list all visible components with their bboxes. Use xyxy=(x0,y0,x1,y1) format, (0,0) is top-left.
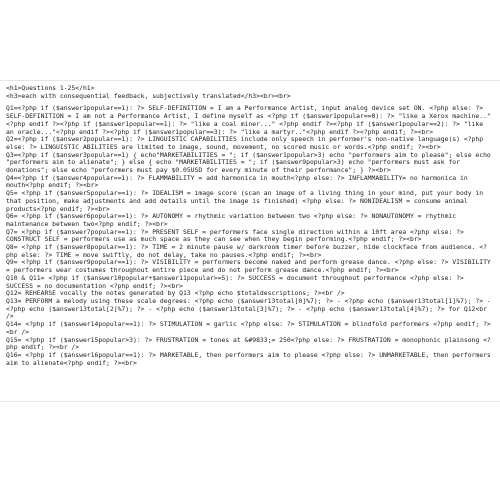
code-line-q6: Q6= <?php if ($answer6popular==1): ?> AUTONOMY = rhythmic variation between two <?php else: ?> NONAUTONOMY = rhythmic maintenance between two<?php endif; ?><br> xyxy=(6,212,461,228)
code-line-q13: Q13= PERFORM a melody using these scale degrees: <?php echo ($answer13total[0]%7); ?> - <?php echo ($answer13total[1]%7); ?> - <?php echo ($answer13total[2]%7); ?> - <?php echo ($answer13total[3]%7); ?> - <?php echo ($answer13total[4]%7); ?> for Q12<br /> xyxy=(6,296,495,321)
code-line-q15: Q15= <?php if ($answer15popular>3): ?> FRUSTRATION = tones at &#9833;= 250<?php else: ?> FRUSTRATION = monophonic plainsong <?php endif; ?><br /> xyxy=(6,335,491,352)
code-line-q8: Q8= <?php if ($answer8popular==1): ?> TIME = 2 minute pause w/ darkroom timer before buzzer, hide clockface from audience. <?php else: ?> TIME = move swiftly, do not delay, take no pauses.<?php endif; ?><br> xyxy=(6,243,487,259)
source-code-view xyxy=(0,80,500,402)
code-line-q12: Q12= REHEARSE vocally the notes generated by Q13 <?php echo $totaldescriptions; ?><br /> xyxy=(6,289,345,298)
code-line-q1: Q1=<?php if ($answer1popular==1): ?> SELF-DEFINITION = I am a Performance Artist, input analog device set ON. <?php else: ?> SELF-DEFINITION = I am not a Performance Artist, I define myself as <?php if ($answer1popular==0): ?> "like a Xerox machine.." <?php endif ?><?php if ($answer1popular==1): ?> "like a coal miner..." <?php endif ?><?php if ($answer1popular==2): ?> "like an oracle..."<?php endif ?><?php if ($answer1popular==3): ?> "like a martyr.."<?php endif ?><?php endif; ?><br> xyxy=(6,104,495,136)
code-line-q16: Q16= <?php if ($answer16popular==1): ?> MARKETABLE, then performers aim to please <?php else: ?> UNMARKETABLE, then performers aim to alienate<?php endif; ?><br> xyxy=(6,350,495,367)
code-line-q7: Q7= <?php if ($answer7popular==1): ?> PRESENT SELF = performers face single direction within a 10ft area <?php else: ?> CONSTRUCT SELF = performers use as much space as they can see when they begin performing.<?php endif; ?><br> xyxy=(6,227,468,244)
code-line-q3: Q3=<?php if ($answer3popular==1) { echo"MARKETABILITIES = "; if ($answer1popular>3) echo "performers aim to please"; else echo "performers aim to alienate"; } else { echo "MARKETABILITIES = "; if ($answer9popular>3) echo "performers must ask for donations"; else echo "performers must pay $0.05USD for every minute of their performance"; } ?><br> xyxy=(6,150,495,175)
code-line-q5: Q5= <?php if ($answer5popular==1): ?> IDEALISM = image score (scan an image of a living thing in your mind, put your body in that position, make adjustments and add details until the image is finished) <?php else: ?> NONIDEALISM = consume animal products<?php endif; ?><br> xyxy=(6,189,487,213)
code-line-q4: Q4=<?php if ($answer4popular==1): ?> FLAMMABILITY = add harmonica in mouth<?php else: ?> INFLAMMABILITY= no harmonica in mouth<?php endif; ?><br> xyxy=(6,173,472,190)
code-line-h1: <h1>Questions 1-25</h1> xyxy=(6,84,95,92)
code-line-q14: Q14= <?php if ($answer14popular==1): ?> STIMULATION = garlic <?php else: ?> STIMULATION = blindfold performers <?php endif; ?><br /> xyxy=(6,320,491,336)
code-line-q9: Q9= <?php if ($answer9popular==1): ?> VISIBILITY = performers become naked and perform grease dance. <?php else: ?> VISIBILITY = performers wear costumes throughout entire piece and do not perform grease dance.<?php endif; ?><br> xyxy=(6,258,495,275)
code-line-q10-q11: Q10 & Q11= <?php if ($answer10popular+$answer11popular>=5): ?> SUCCESS = document throughout performance <?php else: ?> SUCCESS = no documentation <?php endif; ?><br> xyxy=(6,273,468,290)
php-source-code xyxy=(0,81,500,367)
code-line-q2: Q2=<?php if ($answer2popular==1): ?> LINGUISTIC CAPABILITIES include only speech in performer's non-native language(s) <?php else: ?> LINGUISTIC ABILITIES are limited to image, sound, movement, no scored music or words.<?php endif; ?><br> xyxy=(6,135,487,151)
code-line-h3: <h3>each with consequential feedback, subjectively translated</h3><br><br> xyxy=(6,91,291,100)
